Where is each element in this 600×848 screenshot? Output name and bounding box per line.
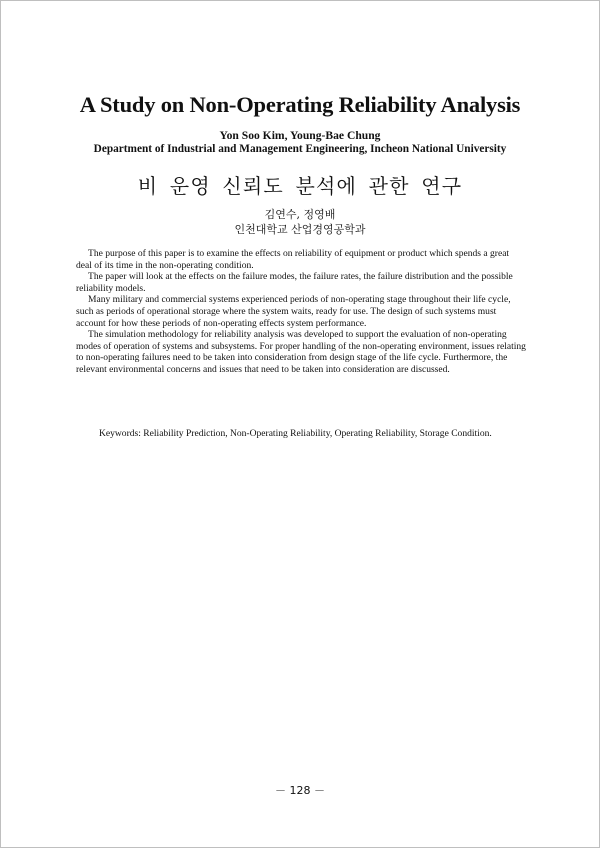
paper-title: A Study on Non-Operating Reliability Analysis	[79, 92, 521, 117]
author-names: Yon Soo Kim, Young-Bae Chung	[219, 129, 381, 142]
abstract-paragraph: The purpose of this paper is to examine the effects on reliability of equipment or product which spends a great deal of its time in the non-operating condition.	[76, 248, 510, 271]
abstract-paragraph: Many military and commercial systems experienced periods of non-operating stage throughout their life cycle, such as periods of operational storage where the system waits, ready for use. The design of such systems must account for how these periods of non-operating effects system performance.	[76, 294, 511, 329]
abstract	[76, 248, 526, 376]
keywords: Keywords: Reliability Prediction, Non-Operating Reliability, Operating Reliability, Storage Condition.	[99, 428, 492, 439]
abstract-paragraph: The simulation methodology for reliability analysis was developed to support the evaluation of non-operating modes of operation of systems and subsystems. For proper handling of the non-operating environment, issues relating to non-operating failures need to be taken into consideration from design stage of the life cycle. Furthermore, the relevant environmental concerns and issues that need to be taken into consideration are discussed.	[76, 329, 526, 375]
korean-affiliation: 인천대학교 산업경영공학과	[234, 223, 366, 236]
abstract-paragraph: The paper will look at the effects on the failure modes, the failure rates, the failure distribution and the possible reliability models.	[76, 271, 513, 294]
author-affiliation: Department of Industrial and Management Engineering, Incheon National University	[93, 143, 507, 155]
page-number: － 128 －	[275, 784, 325, 797]
korean-author-names: 김연수, 정영배	[264, 208, 336, 221]
korean-title: 비 운영 신뢰도 분석에 관한 연구	[137, 174, 463, 198]
